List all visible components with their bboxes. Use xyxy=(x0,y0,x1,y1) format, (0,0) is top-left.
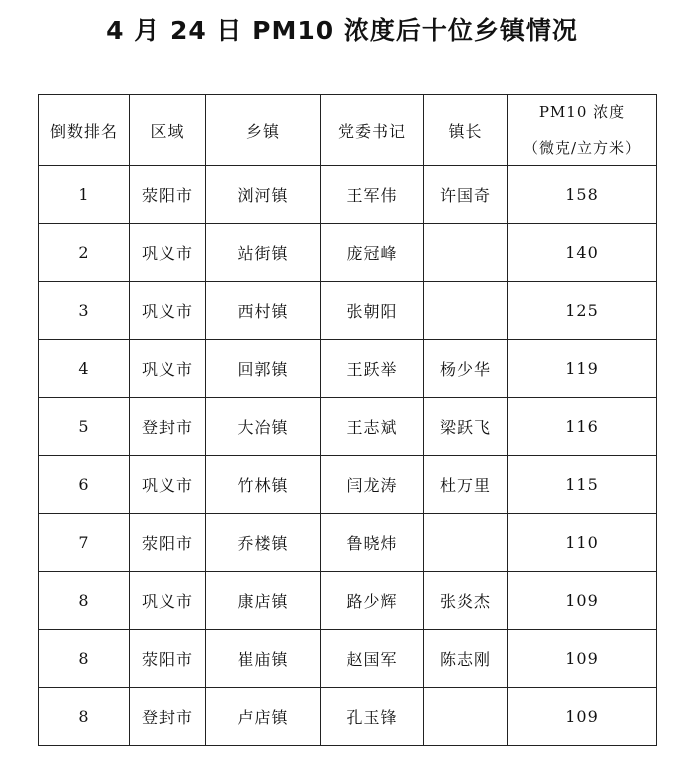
cell-secretary: 孔玉锋 xyxy=(321,688,424,746)
page-title: 4 月 24 日 PM10 浓度后十位乡镇情况 xyxy=(106,16,578,45)
cell-pm10: 140 xyxy=(508,224,657,282)
cell-pm10: 125 xyxy=(508,282,657,340)
header-rank: 倒数排名 xyxy=(39,95,130,166)
cell-mayor: 张炎杰 xyxy=(424,572,508,630)
cell-town: 乔楼镇 xyxy=(206,514,321,572)
cell-town: 崔庙镇 xyxy=(206,630,321,688)
header-region: 区域 xyxy=(130,95,206,166)
cell-mayor xyxy=(424,224,508,282)
header-pm10-unit: （微克/立方米） xyxy=(522,139,642,157)
cell-town: 大冶镇 xyxy=(206,398,321,456)
cell-secretary: 鲁晓炜 xyxy=(321,514,424,572)
cell-secretary: 王军伟 xyxy=(321,166,424,224)
table-row xyxy=(39,688,657,746)
cell-town: 站街镇 xyxy=(206,224,321,282)
cell-rank: 4 xyxy=(39,340,130,398)
header-mayor: 镇长 xyxy=(424,95,508,166)
cell-rank: 5 xyxy=(39,398,130,456)
cell-pm10: 109 xyxy=(508,572,657,630)
cell-secretary: 庞冠峰 xyxy=(321,224,424,282)
cell-region: 登封市 xyxy=(130,688,206,746)
cell-mayor: 杜万里 xyxy=(424,456,508,514)
cell-rank: 7 xyxy=(39,514,130,572)
table-row xyxy=(39,456,657,514)
cell-rank: 8 xyxy=(39,688,130,746)
cell-rank: 2 xyxy=(39,224,130,282)
cell-pm10: 109 xyxy=(508,630,657,688)
table-row xyxy=(39,398,657,456)
cell-rank: 8 xyxy=(39,572,130,630)
table-row xyxy=(39,282,657,340)
cell-town: 卢店镇 xyxy=(206,688,321,746)
cell-region: 巩义市 xyxy=(130,224,206,282)
cell-region: 巩义市 xyxy=(130,456,206,514)
table-row xyxy=(39,166,657,224)
cell-region: 巩义市 xyxy=(130,282,206,340)
cell-pm10: 109 xyxy=(508,688,657,746)
header-town: 乡镇 xyxy=(206,95,321,166)
cell-rank: 3 xyxy=(39,282,130,340)
cell-town: 康店镇 xyxy=(206,572,321,630)
table-row xyxy=(39,572,657,630)
cell-rank: 8 xyxy=(39,630,130,688)
cell-town: 西村镇 xyxy=(206,282,321,340)
cell-mayor: 陈志刚 xyxy=(424,630,508,688)
table-row xyxy=(39,224,657,282)
table-row xyxy=(39,630,657,688)
table-row xyxy=(39,340,657,398)
cell-region: 荥阳市 xyxy=(130,630,206,688)
cell-secretary: 张朝阳 xyxy=(321,282,424,340)
header-pm10 xyxy=(508,95,657,166)
cell-pm10: 115 xyxy=(508,456,657,514)
header-secretary: 党委书记 xyxy=(321,95,424,166)
header-row xyxy=(39,95,657,166)
cell-secretary: 路少辉 xyxy=(321,572,424,630)
cell-region: 登封市 xyxy=(130,398,206,456)
cell-region: 巩义市 xyxy=(130,572,206,630)
cell-town: 竹林镇 xyxy=(206,456,321,514)
cell-rank: 6 xyxy=(39,456,130,514)
cell-pm10: 110 xyxy=(508,514,657,572)
cell-rank: 1 xyxy=(39,166,130,224)
cell-region: 荥阳市 xyxy=(130,514,206,572)
pm10-ranking-table xyxy=(38,94,657,746)
table-body xyxy=(39,166,657,746)
cell-region: 荥阳市 xyxy=(130,166,206,224)
cell-pm10: 116 xyxy=(508,398,657,456)
cell-secretary: 赵国军 xyxy=(321,630,424,688)
cell-town: 回郭镇 xyxy=(206,340,321,398)
header-pm10-label: PM10 浓度 xyxy=(538,103,626,121)
cell-mayor xyxy=(424,514,508,572)
cell-mayor: 杨少华 xyxy=(424,340,508,398)
cell-region: 巩义市 xyxy=(130,340,206,398)
table-header xyxy=(39,95,657,166)
table-row xyxy=(39,514,657,572)
cell-secretary: 闫龙涛 xyxy=(321,456,424,514)
cell-mayor xyxy=(424,688,508,746)
cell-mayor: 梁跃飞 xyxy=(424,398,508,456)
cell-secretary: 王志斌 xyxy=(321,398,424,456)
cell-secretary: 王跃举 xyxy=(321,340,424,398)
cell-pm10: 158 xyxy=(508,166,657,224)
cell-pm10: 119 xyxy=(508,340,657,398)
cell-mayor xyxy=(424,282,508,340)
cell-town: 浏河镇 xyxy=(206,166,321,224)
cell-mayor: 许国奇 xyxy=(424,166,508,224)
